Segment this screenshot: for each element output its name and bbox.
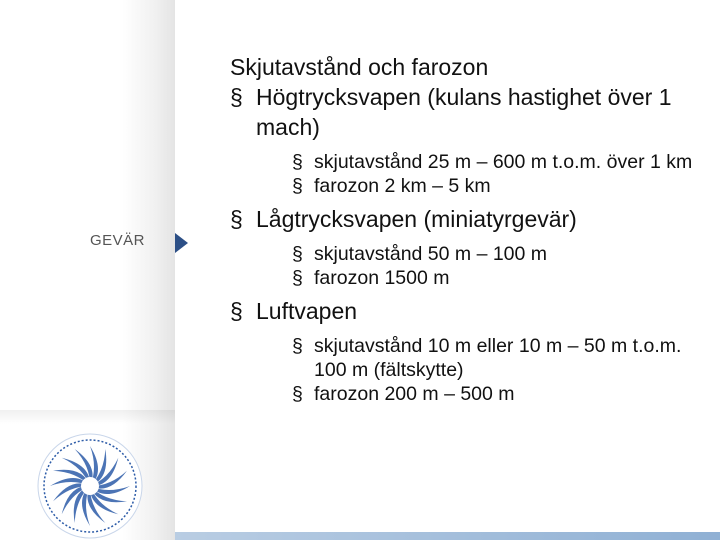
sidebar-panel bbox=[0, 0, 175, 540]
bullet-marker: § bbox=[230, 84, 243, 110]
bullet-list bbox=[230, 82, 700, 406]
sub-bullet-text: farozon 1500 m bbox=[314, 267, 450, 289]
bullet-marker: § bbox=[292, 267, 303, 289]
bullet-marker: § bbox=[292, 335, 303, 357]
sub-bullet-list bbox=[292, 150, 700, 198]
slide-content bbox=[230, 52, 700, 412]
bullet-text: Högtrycksvapen (kulans hastighet över 1 mach) bbox=[256, 84, 672, 140]
sub-bullet-item bbox=[292, 334, 700, 382]
bullet-item bbox=[230, 204, 700, 290]
bullet-marker: § bbox=[292, 243, 303, 265]
sub-bullet-text: skjutavstånd 50 m – 100 m bbox=[314, 243, 548, 265]
sub-bullet-text: farozon 200 m – 500 m bbox=[314, 383, 515, 405]
sub-bullet-list bbox=[292, 242, 700, 290]
bullet-marker: § bbox=[292, 383, 303, 405]
sub-bullet-text: farozon 2 km – 5 km bbox=[314, 175, 491, 197]
bullet-marker: § bbox=[230, 206, 243, 232]
sub-bullet-text: skjutavstånd 25 m – 600 m t.o.m. över 1 km bbox=[314, 151, 693, 173]
section-label: GEVÄR bbox=[90, 232, 146, 249]
bullet-text: Luftvapen bbox=[256, 298, 358, 324]
bullet-item bbox=[230, 296, 700, 406]
bottom-accent-bar bbox=[175, 532, 720, 540]
sub-bullet-text: skjutavstånd 10 m eller 10 m – 50 m t.o.m. 100 m (fältskytte) bbox=[314, 335, 682, 381]
bullet-text: Lågtrycksvapen (miniatyrgevär) bbox=[256, 206, 577, 232]
slide-title: Skjutavstånd och farozon bbox=[230, 54, 489, 80]
sub-bullet-item bbox=[292, 242, 700, 266]
bullet-marker: § bbox=[292, 151, 303, 173]
bullet-marker: § bbox=[292, 175, 303, 197]
section-arrow-icon bbox=[175, 233, 188, 253]
sub-bullet-list bbox=[292, 334, 700, 406]
sub-bullet-item bbox=[292, 174, 700, 198]
organization-logo bbox=[36, 432, 144, 540]
bullet-item bbox=[230, 82, 700, 198]
bullet-marker: § bbox=[230, 298, 243, 324]
sidebar-divider bbox=[0, 410, 175, 424]
sub-bullet-item bbox=[292, 266, 700, 290]
sub-bullet-item bbox=[292, 150, 700, 174]
sub-bullet-item bbox=[292, 382, 700, 406]
